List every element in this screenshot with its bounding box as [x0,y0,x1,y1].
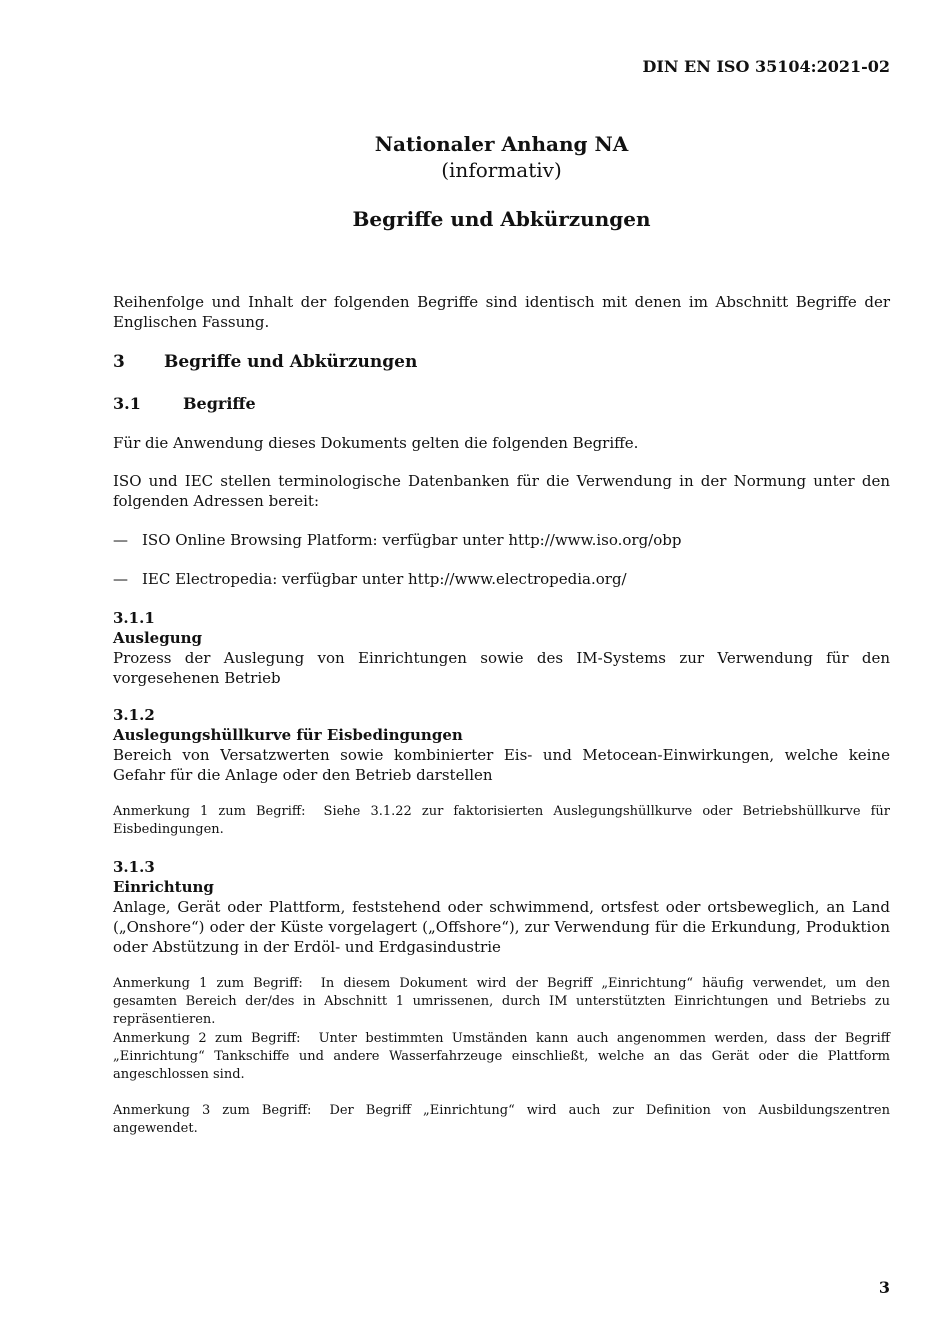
term-definition: Prozess der Auslegung von Einrichtungen sowie des IM-Systems zur Verwendung für den vorgesehenen Betrieb [113,649,890,687]
intro-paragraph: Reihenfolge und Inhalt der folgenden Begriffe sind identisch mit denen im Abschnitt Begriffe der Englischen Fassung. [113,293,890,331]
note-label: Anmerkung 3 zum Begriff: [113,1103,312,1118]
list-item [113,569,890,589]
standard-number: DIN EN ISO 35104:2021-02 [642,57,890,76]
annex-status: (informativ) [441,158,562,182]
dash-bullet: — [113,531,128,549]
dash-bullet: — [113,570,128,588]
annex-title: Nationaler Anhang NA [374,132,629,156]
annex-heading: Begriffe und Abkürzungen [352,207,651,231]
term-name: Einrichtung [113,878,214,896]
page-number: 3 [878,1278,890,1297]
paragraph-scope: Für die Anwendung dieses Dokuments gelten die folgenden Begriffe. [113,434,639,452]
term-note [113,803,890,839]
list-item-text: ISO Online Browsing Platform: verfügbar unter http://www.iso.org/obp [142,531,682,549]
note-text: Der Begriff „Einrichtung“ wird auch zur Definition von Ausbildungszentren angewendet. [113,1103,890,1136]
note-text: Siehe 3.1.22 zur faktorisierten Auslegungshüllkurve oder Betriebshüllkurve für Eisbedingungen. [113,804,891,837]
term-number: 3.1.2 [113,706,155,724]
section-number: 3 [113,352,125,372]
term-entry [113,608,890,688]
paragraph-databases: ISO und IEC stellen terminologische Datenbanken für die Verwendung in der Normung unter den folgenden Adressen bereit: [113,472,890,510]
section-3-heading [113,352,890,372]
section-3-1-heading [113,394,890,413]
term-number: 3.1.1 [113,609,155,627]
list-item-text: IEC Electropedia: verfügbar unter http://www.electropedia.org/ [142,570,627,588]
note-text: Unter bestimmten Umständen kann auch angenommen werden, dass der Begriff „Einrichtung“ Tankschiffe und andere Wasserfahrzeuge einschließt, welche an das Gerät oder die Plattform angeschlossen sind. [113,1031,891,1082]
term-entry [113,705,890,785]
term-note [113,975,890,1029]
term-definition: Bereich von Versatzwerten sowie kombinierter Eis- und Metocean-Einwirkungen, welche keine Gefahr für die Anlage oder den Betrieb darstellen [113,746,890,784]
term-name: Auslegung [113,629,203,647]
section-number: 3.1 [113,394,141,413]
note-text: In diesem Dokument wird der Begriff „Einrichtung“ häufig verwendet, um den gesamten Bereich der/des in Abschnitt 1 umrissenen, durch IM unterstützten Einrichtungen und Betriebs zu repräsentieren. [113,976,890,1027]
term-number: 3.1.3 [113,858,155,876]
list-item [113,530,890,550]
note-label: Anmerkung 1 zum Begriff: [113,976,303,991]
section-title: Begriffe [183,394,256,413]
term-name: Auslegungshüllkurve für Eisbedingungen [113,726,463,744]
term-note [113,1102,890,1138]
section-title: Begriffe und Abkürzungen [164,352,418,372]
term-definition: Anlage, Gerät oder Plattform, feststehend oder schwimmend, ortsfest oder ortsbeweglich, an Land („Onshore“) oder der Küste vorgelagert („Offshore“), zur Verwendung für die Erkundung, Produktion oder Abstützung in der Erdöl- und Erdgasindustrie [113,898,890,956]
document-page [113,0,890,1343]
note-label: Anmerkung 2 zum Begriff: [113,1031,301,1046]
term-note [113,1030,890,1084]
term-entry [113,857,890,957]
note-label: Anmerkung 1 zum Begriff: [113,804,306,819]
